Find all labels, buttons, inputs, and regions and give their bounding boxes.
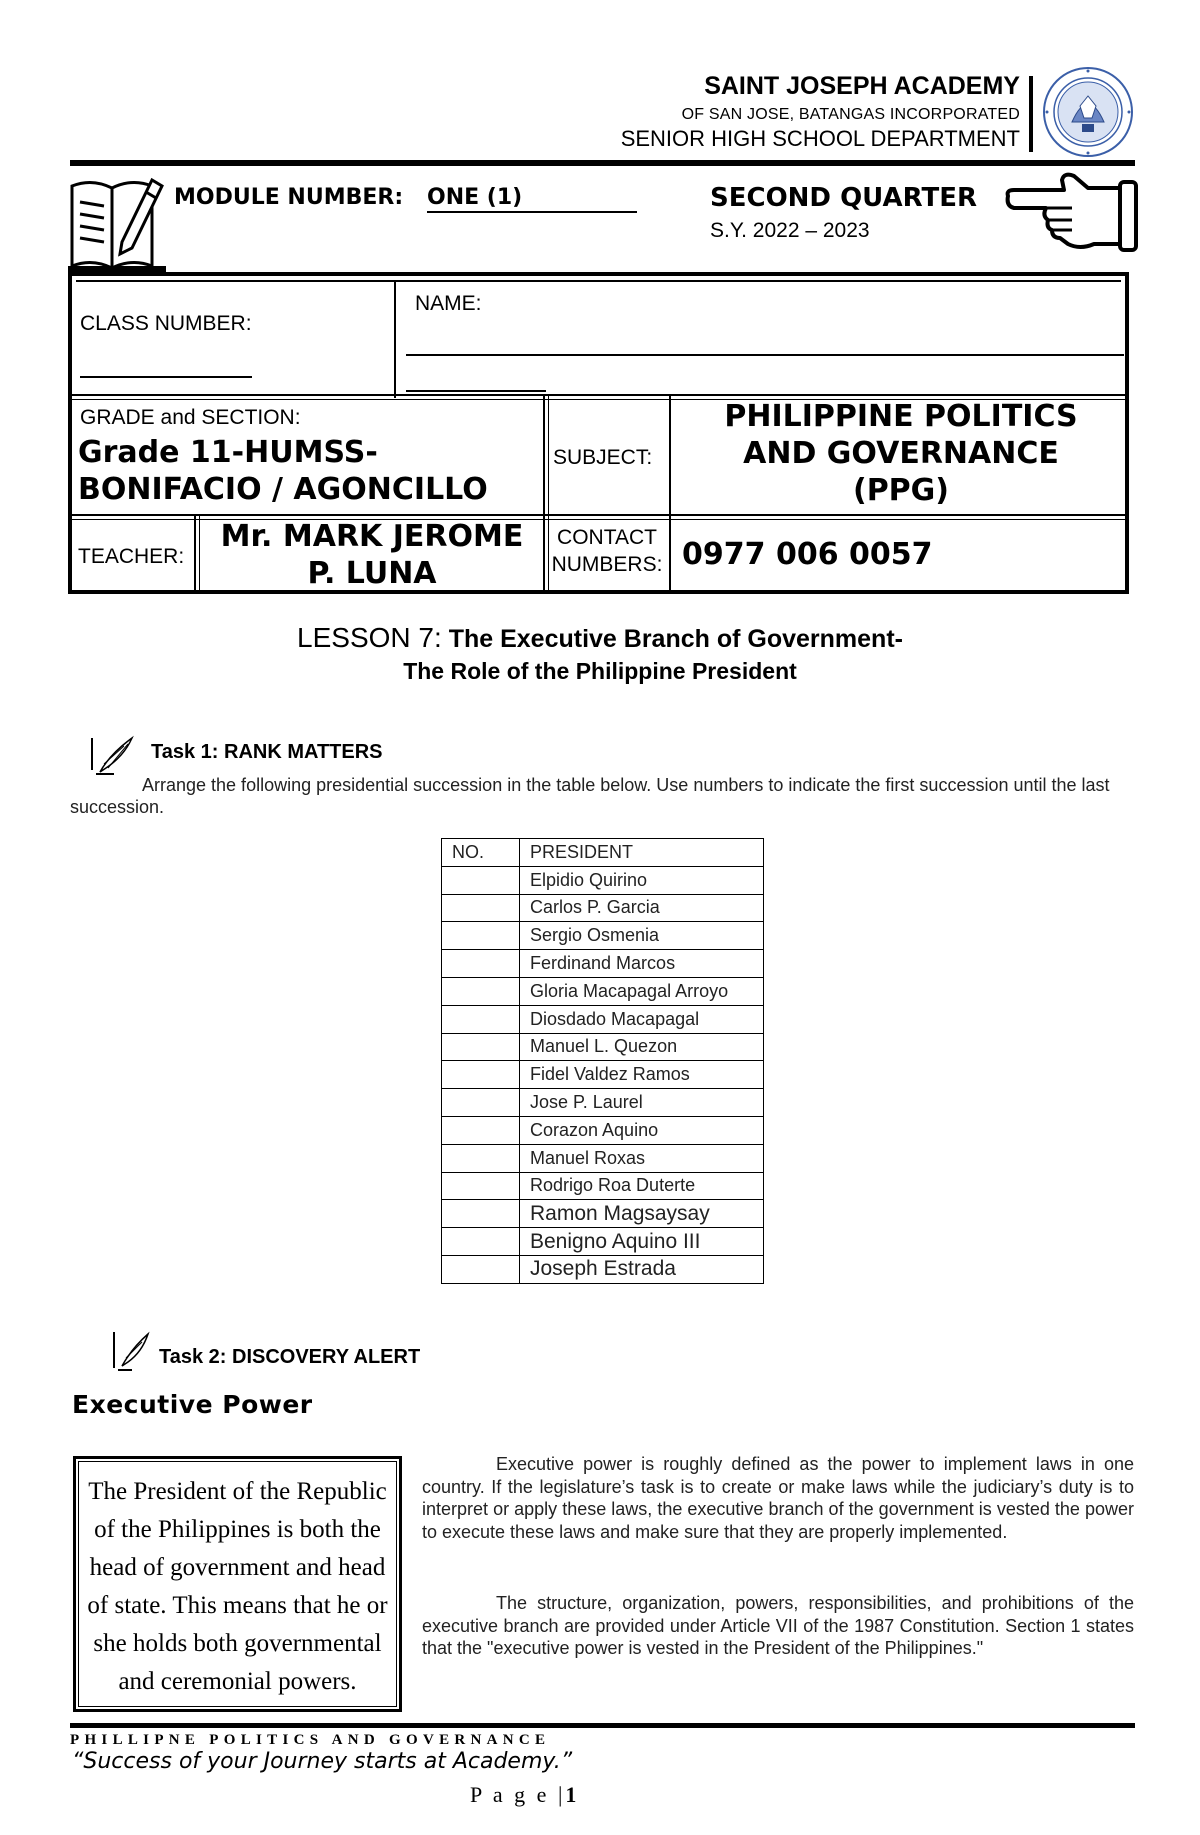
school-seal-icon — [1042, 66, 1134, 158]
table-row — [442, 977, 764, 1005]
footer-motto: “Success of your Journey starts at Academy.” — [72, 1749, 573, 1774]
school-subtitle: OF SAN JOSE, BATANGAS INCORPORATED — [681, 106, 1020, 123]
table-row — [442, 950, 764, 978]
president-name-cell: Jose P. Laurel — [520, 1089, 764, 1117]
table-row — [442, 1116, 764, 1144]
president-name-cell: Fidel Valdez Ramos — [520, 1061, 764, 1089]
header-divider — [1029, 76, 1033, 152]
task1-instructions: Arrange the following presidential succession in the table below. Use numbers to indicate the first succession until the last succession. — [70, 775, 1110, 817]
rank-number-cell[interactable] — [442, 977, 520, 1005]
grade-section-value: Grade 11-HUMSS- BONIFACIO / AGONCILLO — [78, 435, 488, 507]
name-field[interactable] — [406, 354, 1124, 356]
table-header-row — [442, 839, 764, 867]
quill-writing-icon — [108, 1330, 156, 1372]
lesson-title — [0, 622, 1200, 654]
book-pencil-icon — [68, 172, 166, 272]
table-row — [442, 1033, 764, 1061]
paragraph-structure: The structure, organization, powers, responsibilities, and prohibitions of the executive branch are provided under Article VII of the 1987 Constitution. Section 1 states that the "executive power is vested in the President of the Philippines." — [422, 1593, 1134, 1659]
subject-value: PHILIPPINE POLITICS AND GOVERNANCE (PPG) — [724, 399, 1078, 508]
table-row — [442, 1144, 764, 1172]
president-name-cell: Joseph Estrada — [520, 1255, 764, 1283]
rank-number-cell[interactable] — [442, 1172, 520, 1200]
module-number-underline — [427, 211, 637, 213]
lesson-title-line1: The Executive Branch of Government- — [448, 625, 903, 653]
footer-rule — [70, 1723, 1135, 1728]
table-row — [442, 1255, 764, 1283]
page-number: P a g e |1 — [470, 1782, 577, 1807]
name-field-continued[interactable] — [406, 390, 546, 392]
table-header-president: PRESIDENT — [520, 839, 764, 867]
class-number-field[interactable] — [80, 376, 252, 378]
school-department: SENIOR HIGH SCHOOL DEPARTMENT — [620, 126, 1020, 151]
president-name-cell: Elpidio Quirino — [520, 866, 764, 894]
lesson-number: LESSON 7: — [297, 622, 442, 653]
table-header-no: NO. — [442, 839, 520, 867]
president-name-cell: Carlos P. Garcia — [520, 894, 764, 922]
president-name-cell: Ramon Magsaysay — [520, 1200, 764, 1228]
info-inner-border — [76, 280, 1121, 282]
task2-title: Task 2: DISCOVERY ALERT — [159, 1346, 421, 1368]
class-number-label: CLASS NUMBER: — [80, 312, 252, 335]
rank-number-cell[interactable] — [442, 1144, 520, 1172]
quote-text: The President of the Republic of the Philippines is both the head of government and head of state. This means that he or she holds both governmental and ceremonial powers. — [78, 1461, 397, 1707]
rank-number-cell[interactable] — [442, 950, 520, 978]
table-row — [442, 1061, 764, 1089]
president-table — [441, 838, 764, 1284]
contact-label: CONTACT NUMBERS: — [551, 526, 663, 576]
table-row — [442, 1005, 764, 1033]
school-name: SAINT JOSEPH ACADEMY — [704, 72, 1020, 100]
president-name-cell: Ferdinand Marcos — [520, 950, 764, 978]
teacher-label: TEACHER: — [78, 545, 185, 568]
name-label: NAME: — [415, 292, 482, 315]
table-row — [442, 866, 764, 894]
rank-number-cell[interactable] — [442, 1116, 520, 1144]
footer-subject: PHILLIPNE POLITICS AND GOVERNANCE — [70, 1732, 551, 1748]
task1-title: Task 1: RANK MATTERS — [151, 741, 383, 763]
rank-number-cell[interactable] — [442, 1005, 520, 1033]
table-row — [442, 894, 764, 922]
president-name-cell: Diosdado Macapagal — [520, 1005, 764, 1033]
header-rule — [70, 160, 1135, 166]
module-number-value: ONE (1) — [427, 185, 523, 210]
contact-value: 0977 006 0057 — [682, 537, 933, 572]
table-row — [442, 1172, 764, 1200]
paragraph-executive-power: Executive power is roughly defined as the power to implement laws in one country. If the legislature’s task is to create or make laws while the judiciary’s duty is to interpret or apply these laws, the executive branch of the government is vested the power to execute these laws and make sure that they are properly implemented. — [422, 1454, 1134, 1543]
grade-section-label: GRADE and SECTION: — [80, 406, 301, 429]
president-name-cell: Manuel L. Quezon — [520, 1033, 764, 1061]
rank-number-cell[interactable] — [442, 1200, 520, 1228]
rank-number-cell[interactable] — [442, 894, 520, 922]
rank-number-cell[interactable] — [442, 1033, 520, 1061]
president-name-cell: Benigno Aquino III — [520, 1228, 764, 1256]
rank-number-cell[interactable] — [442, 866, 520, 894]
lesson-title-line2: The Role of the Philippine President — [403, 658, 797, 684]
pointing-hand-icon — [1002, 168, 1142, 260]
school-year: S.Y. 2022 – 2023 — [710, 219, 870, 242]
quarter-title: SECOND QUARTER — [710, 183, 977, 213]
president-name-cell: Gloria Macapagal Arroyo — [520, 977, 764, 1005]
quote-box — [73, 1456, 402, 1712]
president-name-cell: Corazon Aquino — [520, 1116, 764, 1144]
rank-number-cell[interactable] — [442, 922, 520, 950]
table-row — [442, 1200, 764, 1228]
table-row — [442, 922, 764, 950]
president-name-cell: Manuel Roxas — [520, 1144, 764, 1172]
rank-number-cell[interactable] — [442, 1228, 520, 1256]
table-row — [442, 1089, 764, 1117]
president-name-cell: Rodrigo Roa Duterte — [520, 1172, 764, 1200]
quill-writing-icon — [88, 734, 136, 776]
table-row — [442, 1228, 764, 1256]
rank-number-cell[interactable] — [442, 1061, 520, 1089]
rank-number-cell[interactable] — [442, 1255, 520, 1283]
section-title: Executive Power — [72, 1390, 313, 1419]
president-name-cell: Sergio Osmenia — [520, 922, 764, 950]
rank-number-cell[interactable] — [442, 1089, 520, 1117]
subject-label: SUBJECT: — [553, 446, 653, 469]
module-number-label: MODULE NUMBER: — [174, 185, 404, 210]
teacher-value: Mr. MARK JEROME P. LUNA — [220, 519, 524, 591]
